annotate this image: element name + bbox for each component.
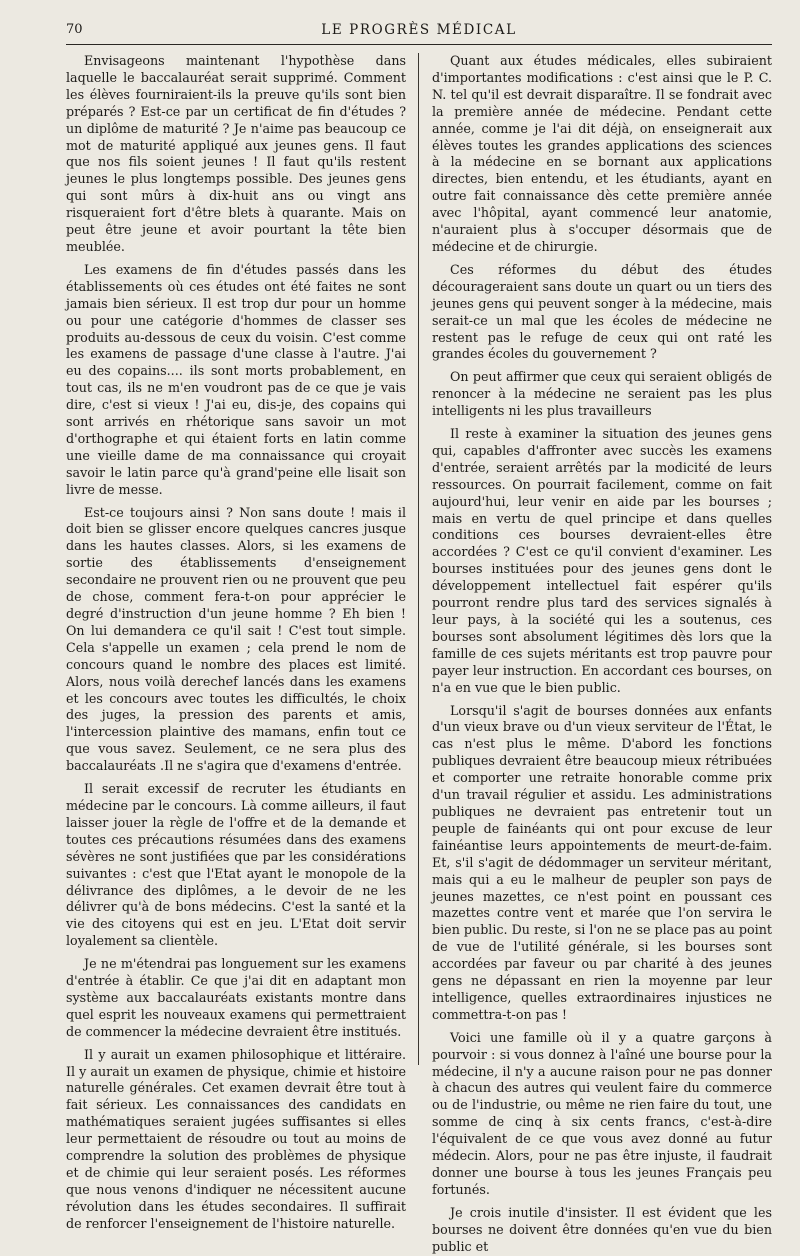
paragraph: Voici une famille où il y a quatre garçons à pourvoir : si vous donnez à l'aîné une bourse pour la médecine, il n'y a aucune raison pour ne pas donner à chacun des autres qui veulent faire du commerce ou de l'industrie, ou même ne rien faire du tout, une somme de cinq à six cents francs, c'est-à-dire l'équivalent de ce que vous avez donné au futur médecin. Alors, pour ne pas être injuste, il faudrait donner une bourse à tous les jeunes Français peu fortunés. (432, 1029, 772, 1197)
paragraph: Je crois inutile d'insister. Il est évident que les bourses ne doivent être données qu'en vue du bien public et (432, 1204, 772, 1254)
paragraph: Je ne m'étendrai pas longuement sur les examens d'entrée à établir. Ce que j'ai dit en adaptant mon système aux baccalauréats existants montre dans quel esprit les nouveaux examens qui permettraient de commencer la médecine devraient être institués. (66, 956, 406, 1039)
column-divider (418, 53, 419, 1065)
paragraph: Est-ce toujours ainsi ? Non sans doute ! mais il doit bien se glisser encore quelques cancres jusque dans les hautes classes. Alors, si les examens de sortie des établissements d'enseignement secondaire ne prouvent rien ou ne prouvent que peu de chose, comment fera-t-on pour apprécier le degré d'instruction d'un jeune homme ? Eh bien ! On lui demandera ce qu'il sait ! C'est tout simple. Cela s'appelle un examen ; cela prend le nom de concours quand le nombre des places est limité. Alors, nous voilà derechef lancés dans les examens et les concours avec toutes les difficultés, le choix des juges, la pression des parents et amis, l'intercession plaintive des mamans, enfin tout ce que vous savez. Seulement, ce ne sera plus des baccalauréats .Il ne s'agira que d'examens d'entrée. (66, 504, 406, 774)
paragraph: Quant aux études médicales, elles subiraient d'importantes modifications : c'est ainsi que le P. C. N. tel qu'il est devrait disparaître. Il se fondrait avec la première année de médecine. Pendant cette année, comme je l'ai dit déjà, on enseignerait aux élèves toutes les grandes applications des sciences à la médecine en se bornant aux applications directes, bien entendu, et les étudiants, ayant en outre fait connaissance dès cette première année avec l'hôpital, ayant commencé leur anatomie, n'auraient plus à s'occuper désormais que de médecine et de chirurgie. (432, 53, 772, 254)
text-columns (66, 53, 772, 1254)
paragraph: Lorsqu'il s'agit de bourses données aux enfants d'un vieux brave ou d'un vieux serviteur de l'État, le cas n'est plus le même. D'abord les fonctions publiques devraient être beaucoup mieux rétribuées et comporter une retraite honorable comme prix d'un travail régulier et assidu. Les administrations publiques ne devraient pas entretenir tout un peuple de fainéants qui ont pour excuse de leur fainéantise leurs appointements de meurt-de-faim. Et, s'il s'agit de dédommager un serviteur méritant, mais qui a eu le malheur de peupler son pays de jeunes mazettes, ce n'est point en poussant ces mazettes contre vent et marée que l'on servira le bien public. Du reste, si l'on ne se place pas au point de vue de l'utilité générale, si les bourses sont accordées par faveur ou par charité à des jeunes gens ne dépassant en rien la moyenne par leur intelligence, quelles extraordinaires injustices ne commettra-t-on pas ! (432, 702, 772, 1022)
paragraph: On peut affirmer que ceux qui seraient obligés de renoncer à la médecine ne seraient pas les plus intelligents ni les plus travailleurs (432, 369, 772, 419)
paragraph: Il y aurait un examen philosophique et littéraire. Il y aurait un examen de physique, chimie et histoire naturelle générales. Cet examen devrait être tout à fait sérieux. Les connaissances des candidats en mathématiques seraient jugées suffisantes si elles leur permettaient de résoudre ou tout au moins de comprendre la solution des problèmes de physique et de chimie qui leur seraient posés. Les réformes que nous venons d'indiquer ne nécessitent aucune révolution dans les études secondaires. Il suffirait de renforcer l'enseignement de l'histoire naturelle. (66, 1046, 406, 1231)
right-column (432, 53, 772, 1254)
paragraph: Envisageons maintenant l'hypothèse dans laquelle le baccalauréat serait supprimé. Comment les élèves fourniraient-ils la preuve qu'ils sont bien préparés ? Est-ce par un certificat de fin d'études ? un diplôme de maturité ? Je n'aime pas beaucoup ce mot de maturité appliqué aux jeunes gens. Il faut que nos fils soient jeunes ! Il faut qu'ils restent jeunes le plus longtemps possible. Des jeunes gens qui sont mûrs à dix-huit ans ou vingt ans risqueraient fort d'être blets à quarante. Mais on peut être jeune et avoir pourtant la tête bien meublée. (66, 53, 406, 254)
page-number: 70 (66, 22, 83, 37)
left-column (66, 53, 406, 1231)
page-header (66, 22, 772, 45)
paragraph: Les examens de fin d'études passés dans les établissements où ces études ont été faites ne sont jamais bien sérieux. Il est trop dur pour un homme ou pour une catégorie d'hommes de classer ses produits au-dessous de ceux du voisin. C'est comme les examens de passage d'une classe à l'autre. J'ai eu des copains.... ils sont morts probablement, en tout cas, ils ne m'en voudront pas de ce que je vais dire, c'est si vieux ! J'ai eu, dis-je, des copains qui sont arrivés en rhétorique sans savoir un mot d'orthographe et qui étaient forts en latin comme une vieille dame de ma connaissance qui croyait savoir le latin parce qu'à grand'peine elle lisait son livre de messe. (66, 261, 406, 497)
paragraph: Ces réformes du début des études décourageraient sans doute un quart ou un tiers des jeunes gens qui peuvent songer à la médecine, mais serait-ce un mal que les écoles de médecine ne restent pas le refuge de ceux qui ont raté les grandes écoles du gouvernement ? (432, 261, 772, 362)
running-title: LE PROGRÈS MÉDICAL (321, 22, 517, 38)
paragraph: Il reste à examiner la situation des jeunes gens qui, capables d'affronter avec succès les examens d'entrée, seraient arrêtés par la modicité de leurs ressources. On pourrait facilement, comme on fait aujourd'hui, leur venir en aide par les bourses ; mais en vertu de quel principe et dans quelles conditions ces bourses devraient-elles être accordées ? C'est ce qu'il convient d'examiner. Les bourses instituées pour des jeunes gens dont le développement intellectuel fait espérer qu'ils pourront rendre plus tard des services signalés à leur pays, à la société qui les a soutenus, ces bourses sont absolument légitimes dès lors que la famille de ces sujets méritants est trop pauvre pour payer leur instruction. En accordant ces bourses, on n'a en vue que le bien public. (432, 426, 772, 695)
paragraph: Il serait excessif de recruter les étudiants en médecine par le concours. Là comme ailleurs, il faut laisser jouer la règle de l'offre et de la demande et toutes ces précautions résumées dans des examens sévères ne sont justifiées que par les considérations suivantes : c'est que l'Etat ayant le monopole de la délivrance des diplômes, a le devoir de ne les délivrer qu'à de bons médecins. C'est la santé et la vie des citoyens qui est en jeu. L'Etat doit servir loyalement sa clientèle. (66, 781, 406, 949)
